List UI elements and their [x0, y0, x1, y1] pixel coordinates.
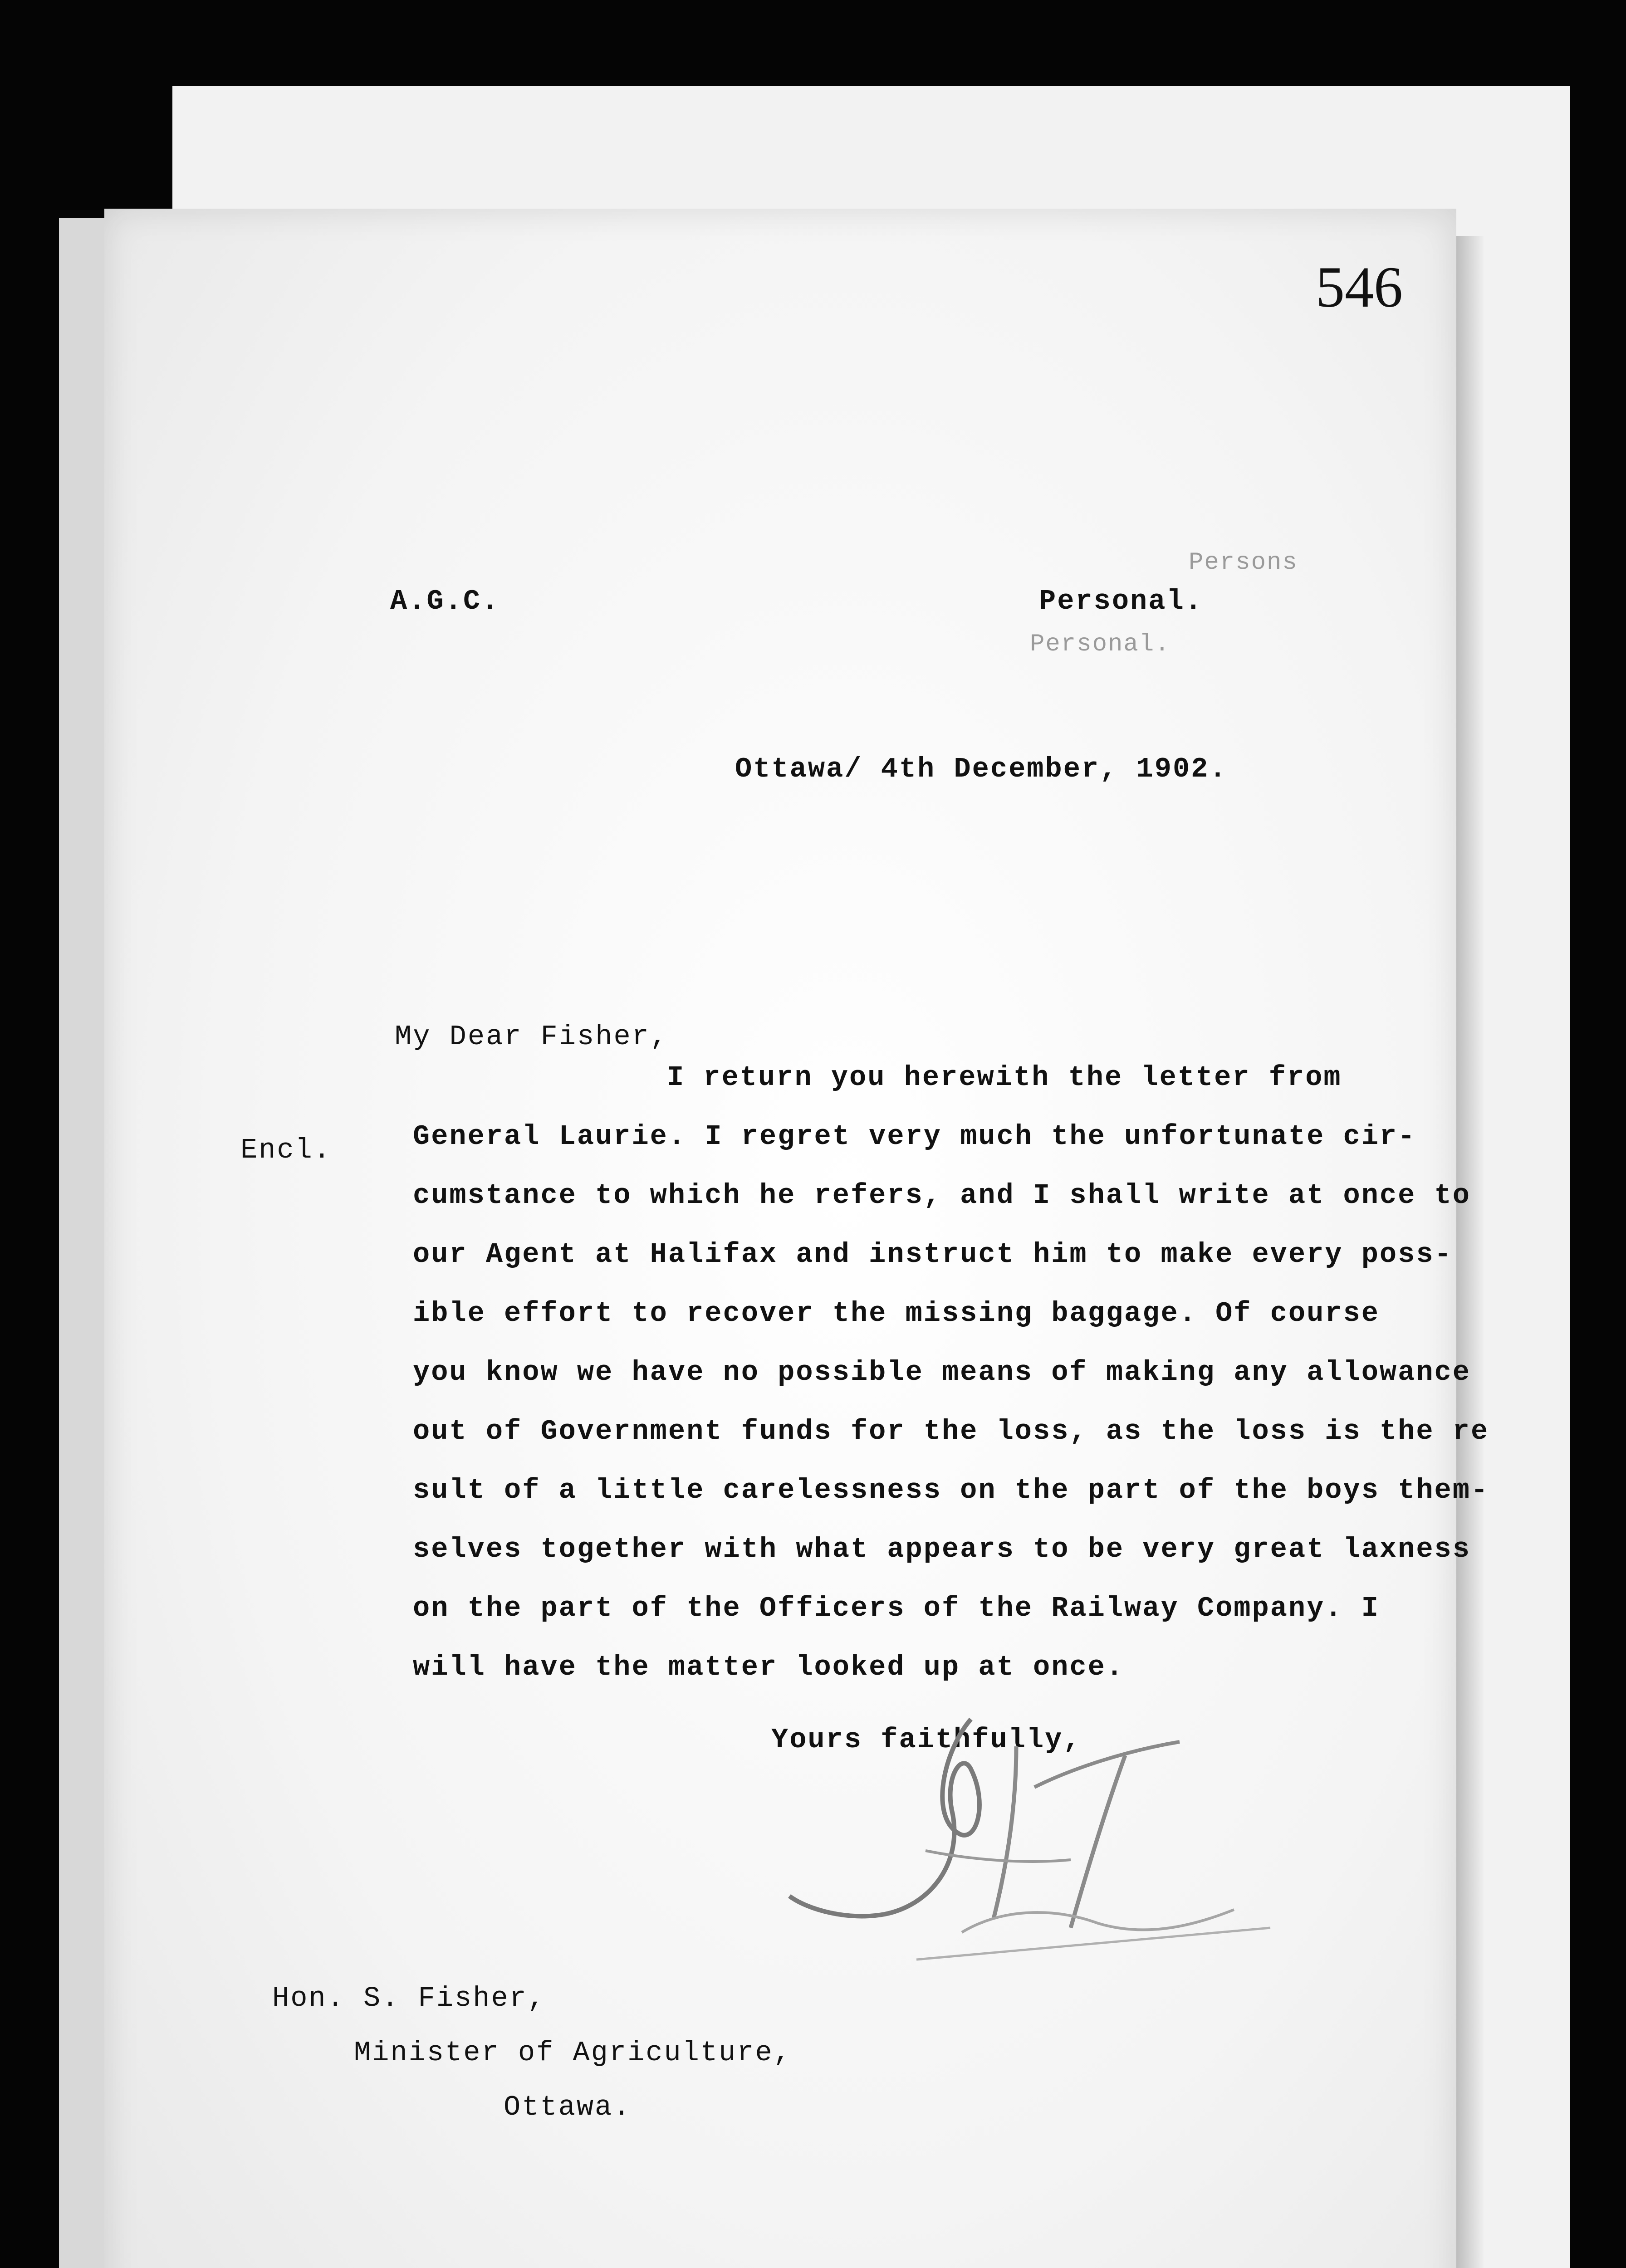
- recipient-name: Hon. S. Fisher,: [272, 1982, 546, 2014]
- closing: Yours faithfully,: [771, 1724, 1082, 1756]
- recipient-title: Minister of Agriculture,: [354, 2037, 792, 2069]
- margin-note: Encl.: [240, 1134, 332, 1166]
- sender-initials: A.G.C.: [390, 585, 500, 617]
- body-line: cumstance to which he refers, and I shall write at once to: [413, 1179, 1471, 1212]
- body-line: our Agent at Halifax and instruct him to make every poss-: [413, 1238, 1453, 1271]
- signature: [780, 1715, 1279, 1969]
- body-line: General Laurie. I regret very much the unfortunate cir-: [413, 1120, 1416, 1153]
- body-line: out of Government funds for the loss, as the loss is the re: [413, 1415, 1489, 1447]
- page-edge: [1456, 236, 1484, 2268]
- classification-ghost-top: Persons: [1189, 549, 1298, 577]
- body-line: on the part of the Officers of the Railway Company. I: [413, 1592, 1380, 1624]
- body-line: selves together with what appears to be very great laxness: [413, 1533, 1471, 1565]
- body-line: ible effort to recover the missing baggage. Of course: [413, 1297, 1380, 1330]
- body-line: I return you herewith the letter from: [667, 1061, 1342, 1094]
- body-line: sult of a little carelessness on the part of the boys them-: [413, 1474, 1489, 1506]
- classification: Personal.: [1039, 585, 1203, 617]
- page-number: 546: [1316, 255, 1403, 319]
- body-line: will have the matter looked up at once.: [413, 1651, 1125, 1683]
- salutation: My Dear Fisher,: [395, 1021, 669, 1053]
- recipient-city: Ottawa.: [504, 2091, 632, 2123]
- body-line: you know we have no possible means of making any allowance: [413, 1356, 1471, 1388]
- classification-ghost: Personal.: [1030, 631, 1171, 658]
- place-date: Ottawa/ 4th December, 1902.: [735, 753, 1228, 785]
